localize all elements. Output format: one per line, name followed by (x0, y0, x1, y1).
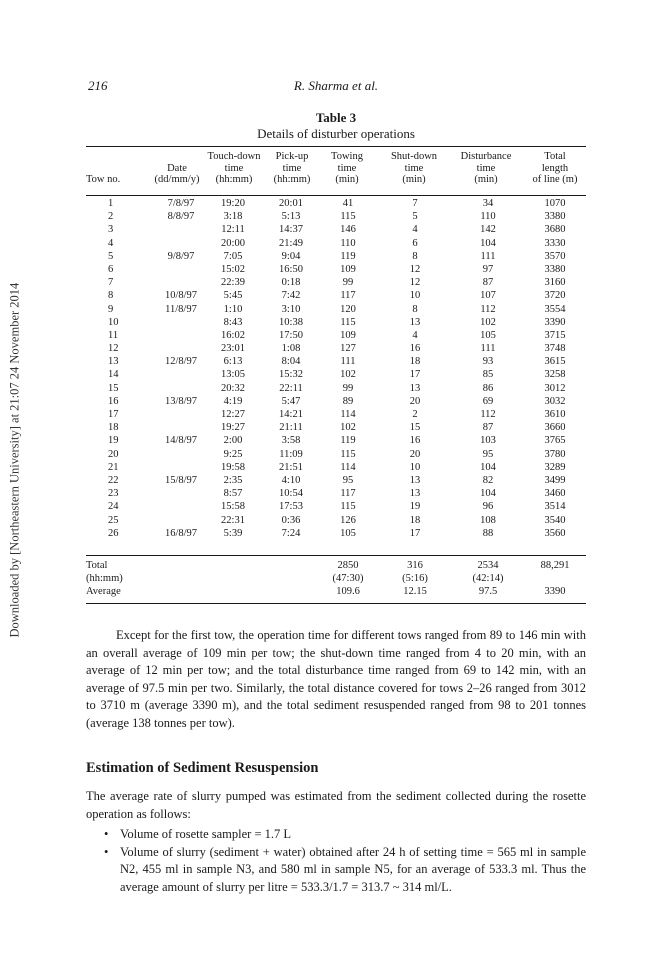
table-row (86, 383, 586, 396)
table-cell: 20 (409, 448, 421, 460)
table-cell: 14:21 (279, 409, 303, 420)
table-cell: 114 (340, 461, 356, 473)
table-cell: 7:42 (281, 290, 301, 302)
column-header-line: Tow no. (86, 174, 121, 185)
table-bottom-rule (86, 603, 586, 604)
table-cell: 15 (409, 422, 421, 434)
table-cell: 2 (412, 409, 418, 420)
table-cell: 117 (340, 290, 356, 302)
column-header-line: Touch-down (207, 151, 261, 162)
table-cell: 3499 (544, 474, 566, 486)
table-cell: 102 (340, 369, 356, 381)
table-cell: 16:02 (221, 329, 245, 341)
table-cell: 22:39 (221, 277, 245, 289)
table-row (86, 396, 586, 409)
table-cell: 4:10 (281, 474, 301, 486)
column-header (262, 151, 322, 186)
table-cell: 41 (342, 198, 354, 209)
table-subtitle: Details of disturber operations (257, 126, 415, 141)
summary-row (86, 586, 586, 599)
table-cell: 3390 (544, 316, 566, 328)
table-cell: 13 (409, 488, 421, 500)
table-body (86, 198, 586, 541)
table-cell: 3780 (544, 448, 566, 460)
table-cell: 21 (108, 461, 119, 473)
summary-cell: (47:30) (332, 573, 364, 585)
table-row (86, 462, 586, 475)
column-header-line: Towing (331, 151, 363, 162)
table-row (86, 224, 586, 237)
table-row (86, 264, 586, 277)
table-cell: 7:05 (223, 250, 243, 262)
column-header (524, 151, 586, 186)
table-cell: 3380 (544, 211, 566, 223)
table-cell: 96 (482, 501, 494, 513)
table-cell: 15:02 (221, 263, 245, 275)
table-cell: 111 (480, 250, 496, 262)
column-header-line: time (404, 162, 424, 174)
table-cell: 3380 (544, 263, 566, 275)
table-cell: 110 (340, 237, 356, 249)
table-top-rule (86, 146, 586, 147)
summary-cell: (hh:mm) (86, 573, 123, 585)
table-cell: 87 (482, 422, 494, 434)
table-row (86, 198, 586, 211)
table-cell: 95 (482, 448, 494, 460)
table-cell: 3330 (544, 237, 566, 249)
table-cell: 102 (340, 422, 356, 434)
table-cell: 18 (409, 514, 421, 526)
table-row (86, 501, 586, 514)
table-header-rule (86, 195, 586, 196)
table-row (86, 317, 586, 330)
summary-cell: 12.15 (403, 586, 427, 598)
table-summary (86, 560, 586, 600)
column-header-line: Total (544, 151, 566, 162)
table-cell: 7:24 (281, 527, 301, 539)
column-header-line: (min) (335, 174, 359, 185)
table-cell: 114 (340, 409, 356, 420)
table-row (86, 422, 586, 435)
table-cell: 12:11 (221, 224, 245, 236)
column-header-line: (hh:mm) (273, 174, 311, 185)
table-row (86, 409, 586, 422)
table-cell: 146 (340, 224, 356, 236)
table-cell: 25 (108, 514, 119, 526)
table-cell: 89 (342, 395, 354, 407)
column-header-line: Pick-up (275, 151, 309, 162)
table-cell: 21:51 (279, 461, 303, 473)
table-row (86, 528, 586, 541)
summary-cell: Total (86, 560, 108, 571)
table-cell: 15/8/97 (164, 474, 198, 486)
table-cell: 5:45 (223, 290, 243, 302)
table-cell: 3:18 (223, 211, 243, 223)
table-cell: 9 (108, 303, 114, 315)
table-cell: 6:13 (223, 356, 243, 368)
table-cell: 111 (480, 343, 496, 355)
column-header (142, 163, 212, 186)
table-cell: 9/8/97 (167, 250, 195, 262)
table-cell: 119 (340, 250, 356, 262)
table-cell: 20 (108, 448, 119, 460)
table-cell: 102 (480, 316, 496, 328)
table-row (86, 238, 586, 251)
table-cell: 14 (108, 369, 119, 381)
table-cell: 26 (108, 527, 119, 539)
column-header (456, 151, 516, 186)
table-cell: 115 (340, 211, 356, 223)
column-header-line: length (541, 162, 569, 174)
table-row (86, 488, 586, 501)
table-cell: 9:04 (281, 250, 301, 262)
table-cell: 21:11 (279, 422, 303, 434)
table-cell: 34 (482, 198, 494, 209)
table-cell: 103 (480, 435, 496, 447)
table-cell: 17 (409, 369, 421, 381)
table-cell: 2:35 (223, 474, 243, 486)
table-cell: 19:58 (221, 461, 245, 473)
table-cell: 4 (412, 329, 418, 341)
table-cell: 5:39 (223, 527, 243, 539)
table-cell: 10 (409, 290, 421, 302)
table-cell: 105 (480, 329, 496, 341)
table-cell: 108 (480, 514, 496, 526)
table-cell: 16/8/97 (164, 527, 198, 539)
table-cell: 16 (409, 435, 421, 447)
table-row (86, 435, 586, 448)
table-row (86, 211, 586, 224)
table-cell: 82 (482, 474, 494, 486)
table-cell: 13:05 (221, 369, 245, 381)
table-cell: 112 (480, 409, 496, 420)
table-cell: 107 (480, 290, 496, 302)
table-cell: 10 (409, 461, 421, 473)
table-cell: 3554 (544, 303, 566, 315)
table-cell: 5 (412, 211, 418, 223)
table-cell: 3610 (544, 409, 566, 420)
table-cell: 3748 (544, 343, 566, 355)
table-cell: 17 (409, 527, 421, 539)
table-cell: 120 (340, 303, 356, 315)
table-cell: 8:43 (223, 316, 243, 328)
table-cell: 1 (108, 198, 114, 209)
table-cell: 20:00 (221, 237, 245, 249)
column-header (389, 151, 439, 186)
summary-cell: (42:14) (472, 573, 504, 585)
table-cell: 15 (108, 382, 119, 394)
table-cell: 104 (480, 488, 496, 500)
table-cell: 4:19 (223, 395, 243, 407)
table-cell: 14/8/97 (164, 435, 198, 447)
summary-cell: 97.5 (478, 586, 498, 598)
table-row (86, 251, 586, 264)
table-cell: 1070 (544, 198, 566, 209)
summary-cell: (5:16) (402, 573, 428, 585)
table-cell: 109 (340, 329, 356, 341)
column-header-line: Disturbance (460, 151, 512, 162)
bullet-icon: • (104, 827, 109, 841)
table-cell: 7 (412, 198, 418, 209)
table-cell: 23 (108, 488, 119, 500)
section-heading: Estimation of Sediment Resuspension (86, 760, 319, 776)
table-cell: 115 (340, 501, 356, 513)
table-cell: 14:37 (279, 224, 303, 236)
table-cell: 5:13 (281, 211, 301, 223)
bullet-item (104, 826, 586, 844)
table-cell: 69 (482, 395, 494, 407)
table-cell: 93 (482, 356, 494, 368)
table-row (86, 304, 586, 317)
table-cell: 10:54 (279, 488, 303, 500)
table-cell: 3570 (544, 250, 566, 262)
table-row (86, 290, 586, 303)
table-cell: 18 (108, 422, 119, 434)
table-cell: 3160 (544, 277, 566, 289)
bullet-list (104, 826, 586, 896)
table-cell: 8 (412, 250, 418, 262)
table-cell: 7/8/97 (167, 198, 195, 209)
table-cell: 3514 (544, 501, 566, 513)
table-cell: 0:18 (281, 277, 301, 289)
summary-cell: 316 (407, 560, 423, 571)
column-header-line: (hh:mm) (215, 174, 253, 185)
table-cell: 16 (108, 395, 119, 407)
table-cell: 10:38 (279, 316, 303, 328)
table-cell: 12 (409, 277, 421, 289)
table-cell: 4 (108, 237, 114, 249)
table-cell: 142 (480, 224, 496, 236)
table-cell: 3:10 (281, 303, 301, 315)
table-cell: 19:20 (221, 198, 245, 209)
table-cell: 117 (340, 488, 356, 500)
table-cell: 4 (412, 224, 418, 236)
table-cell: 3289 (544, 461, 566, 473)
table-cell: 10/8/97 (164, 290, 198, 302)
table-row (86, 277, 586, 290)
table-cell: 5 (108, 250, 114, 262)
column-header-line: (min) (402, 174, 426, 185)
summary-cell: 2850 (337, 560, 359, 571)
table-cell: 109 (340, 263, 356, 275)
table-cell: 6 (412, 237, 418, 249)
table-cell: 20:32 (221, 382, 245, 394)
table-cell: 13 (409, 316, 421, 328)
table-cell: 99 (342, 277, 354, 289)
table-cell: 24 (108, 501, 119, 513)
table-cell: 3615 (544, 356, 566, 368)
table-cell: 13 (409, 474, 421, 486)
table-cell: 12 (108, 343, 119, 355)
table-cell: 15:32 (279, 369, 303, 381)
column-header (86, 174, 136, 186)
summary-row (86, 560, 586, 573)
table-cell: 2 (108, 211, 114, 223)
table-cell: 105 (340, 527, 356, 539)
table-cell: 3715 (544, 329, 566, 341)
column-header-line: Shut-down (390, 151, 438, 162)
summary-cell: Average (86, 586, 121, 598)
table-cell: 0:36 (281, 514, 301, 526)
table-cell: 3540 (544, 514, 566, 526)
table-row (86, 343, 586, 356)
table-cell: 104 (480, 461, 496, 473)
running-head: R. Sharma et al. (293, 78, 379, 93)
body-paragraph: The average rate of slurry pumped was estimated from the sediment collected during the rosette operation as follows: (86, 789, 586, 821)
table-cell: 1:08 (281, 343, 301, 355)
table-cell: 16 (409, 343, 421, 355)
column-header-line: time (337, 162, 357, 174)
table-cell: 9:25 (223, 448, 243, 460)
table-body-rule (86, 555, 586, 556)
table-cell: 8 (108, 290, 114, 302)
table-cell: 12 (409, 263, 421, 275)
table-cell: 119 (340, 435, 356, 447)
table-cell: 8 (412, 303, 418, 315)
table-row (86, 515, 586, 528)
table-cell: 115 (340, 316, 356, 328)
table-cell: 11/8/97 (165, 303, 197, 315)
column-header (204, 151, 264, 186)
table-cell: 19 (409, 501, 421, 513)
summary-row (86, 573, 586, 586)
table-cell: 3660 (544, 422, 566, 434)
table-cell: 97 (482, 263, 494, 275)
table-cell: 18 (409, 356, 421, 368)
table-cell: 88 (482, 527, 494, 539)
table-cell: 3720 (544, 290, 566, 302)
table-cell: 19:27 (221, 422, 245, 434)
table-title: Table 3 (315, 110, 357, 125)
column-header-line: of line (m) (532, 174, 578, 185)
table-row (86, 330, 586, 343)
table-cell: 17 (108, 409, 119, 420)
column-header-line: time (224, 162, 244, 174)
table-cell: 15:58 (221, 501, 245, 513)
table-cell: 104 (480, 237, 496, 249)
body-paragraph: Except for the first tow, the operation time for different tows ranged from 89 to 146 min with an overall average of 109 min per tow; the shut-down time ranged from 4 to 20 min, with an average of 12 min per tow; and the total disturbance time ranged from 69 to 142 min, with an average of 97.5 min per two. Similarly, the total distance covered for tows 2–26 ranged from 3012 to 3710 m (average 3390 m), and the total sediment resuspended ranged from 98 to 201 tonnes (average 138 tonnes per tow). (86, 628, 586, 730)
table-cell: 3680 (544, 224, 566, 236)
summary-cell: 2534 (477, 560, 499, 571)
table-cell: 3012 (544, 382, 566, 394)
table-cell: 21:49 (279, 237, 303, 249)
table-cell: 3560 (544, 527, 566, 539)
table-cell: 11 (108, 329, 119, 341)
table-cell: 2:00 (223, 435, 243, 447)
table-row (86, 475, 586, 488)
table-cell: 8:57 (223, 488, 243, 500)
table-cell: 115 (340, 448, 356, 460)
table-cell: 99 (342, 382, 354, 394)
download-stamp: Downloaded by [Northeastern University] at 21:07 24 November 2014 (7, 282, 22, 638)
column-header-line: Date (167, 162, 187, 174)
table-cell: 6 (108, 263, 114, 275)
table-cell: 7 (108, 277, 114, 289)
table-cell: 3:58 (281, 435, 301, 447)
table-cell: 87 (482, 277, 494, 289)
table-cell: 23:01 (221, 343, 245, 355)
table-cell: 3 (108, 224, 114, 236)
table-cell: 85 (482, 369, 494, 381)
table-cell: 5:47 (281, 395, 301, 407)
table-cell: 10 (108, 316, 119, 328)
bullet-text: Volume of slurry (sediment + water) obtained after 24 h of setting time = 565 ml in sample N2, 455 ml in sample N3, and 580 ml in sample N5, for an average of 533.3 ml. Thus the average amount of slurry per litre = 533.3/1.7 = 313.7 ~ 314 ml/L. (120, 844, 586, 894)
column-header-line: time (476, 162, 496, 174)
page-number: 216 (88, 78, 108, 93)
column-header-line: (dd/mm/y) (154, 174, 200, 185)
summary-cell: 88,291 (540, 560, 570, 571)
table-cell: 95 (342, 474, 354, 486)
table-cell: 17:53 (279, 501, 303, 513)
table-cell: 3258 (544, 369, 566, 381)
table-cell: 17:50 (279, 329, 303, 341)
table-cell: 22:11 (279, 382, 303, 394)
table-cell: 20 (409, 395, 421, 407)
table-cell: 11:09 (279, 448, 303, 460)
table-cell: 13/8/97 (164, 395, 198, 407)
table-cell: 13 (409, 382, 421, 394)
table-cell: 19 (108, 435, 119, 447)
bullet-icon: • (104, 844, 109, 859)
table-cell: 86 (482, 382, 494, 394)
table-cell: 111 (340, 356, 356, 368)
bullet-text: Volume of rosette sampler = 1.7 L (120, 827, 292, 841)
table-cell: 3032 (544, 395, 566, 407)
bullet-item (104, 844, 586, 897)
table-row (86, 356, 586, 369)
table-cell: 8:04 (281, 356, 301, 368)
table-cell: 110 (480, 211, 496, 223)
table-row (86, 449, 586, 462)
table-cell: 112 (480, 303, 496, 315)
column-header-line: time (282, 162, 302, 174)
summary-cell: 109.6 (336, 586, 360, 598)
table-cell: 127 (340, 343, 356, 355)
table-cell: 20:01 (279, 198, 303, 209)
table-cell: 1:10 (223, 303, 243, 315)
column-header-line: (min) (474, 174, 498, 185)
table-cell: 13 (108, 356, 119, 368)
table-cell: 22:31 (221, 514, 245, 526)
table-cell: 12:27 (221, 409, 245, 420)
table-cell: 3460 (544, 488, 566, 500)
table-cell: 16:50 (279, 263, 303, 275)
table-cell: 8/8/97 (167, 211, 195, 223)
table-cell: 3765 (544, 435, 566, 447)
table-cell: 12/8/97 (164, 356, 198, 368)
table-cell: 126 (340, 514, 356, 526)
table-cell: 22 (108, 474, 119, 486)
summary-cell: 3390 (544, 586, 566, 598)
table-row (86, 369, 586, 382)
column-header (322, 151, 372, 186)
